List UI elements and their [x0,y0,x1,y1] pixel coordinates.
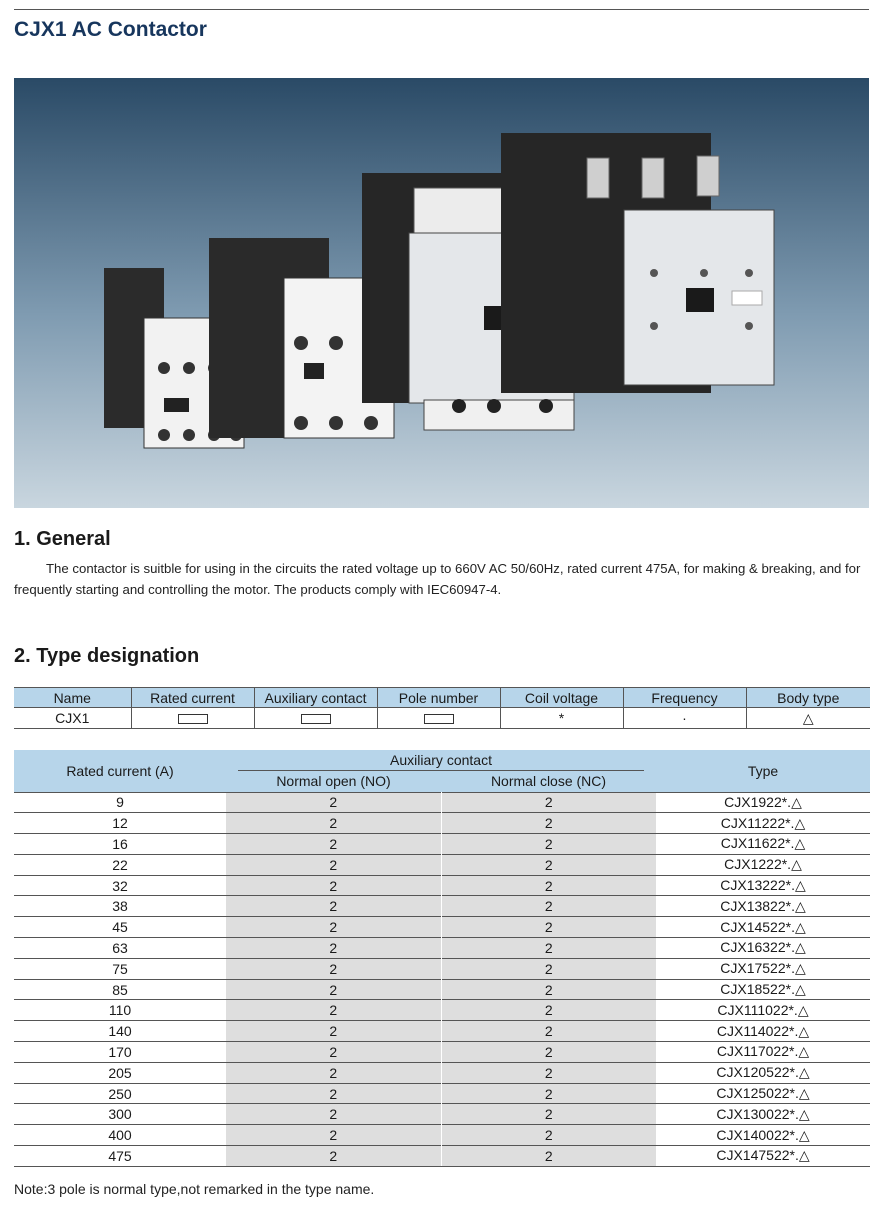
type-cell: CJX17522*.△ [656,958,870,979]
designation-header-cell: Body type [746,688,870,708]
body-type-symbol: △ [746,708,870,729]
rated-current-box [178,714,208,724]
rated-current-cell: 22 [14,854,226,875]
rated-current-cell: 170 [14,1042,226,1063]
normal-open-cell: 2 [226,979,441,1000]
rated-current-cell: 32 [14,875,226,896]
normal-close-cell: 2 [441,979,656,1000]
normal-close-cell: 2 [441,1104,656,1125]
designation-header-row [14,688,870,708]
rated-current-cell: 16 [14,834,226,855]
auxiliary-contact-header [226,750,656,771]
designation-header-cell: Auxiliary contact [254,688,377,708]
designation-value-row [14,708,870,729]
table-row [14,896,870,917]
normal-close-cell: 2 [441,792,656,813]
normal-close-cell: 2 [441,875,656,896]
frequency-symbol: · [623,708,746,729]
type-cell: CJX11622*.△ [656,834,870,855]
rated-current-cell: 12 [14,813,226,834]
normal-close-cell: 2 [441,958,656,979]
normal-open-cell: 2 [226,938,441,959]
normal-close-cell: 2 [441,834,656,855]
rated-current-cell: 475 [14,1146,226,1167]
type-designation-heading: 2. Type designation [14,645,200,667]
designation-header-cell: Name [14,688,131,708]
normal-open-cell: 2 [226,854,441,875]
type-cell: CJX147522*.△ [656,1146,870,1167]
auxiliary-contact-label: Auxiliary contact [238,750,644,771]
type-cell: CJX120522*.△ [656,1062,870,1083]
page-title: CJX1 AC Contactor [14,18,207,41]
type-cell: CJX114022*.△ [656,1021,870,1042]
rated-current-cell: 85 [14,979,226,1000]
normal-close-cell: 2 [441,917,656,938]
auxiliary-contact-box [301,714,331,724]
table-row [14,834,870,855]
normal-open-cell: 2 [226,1146,441,1167]
normal-close-cell: 2 [441,854,656,875]
type-cell: CJX14522*.△ [656,917,870,938]
normal-open-cell: 2 [226,834,441,855]
normal-open-cell: 2 [226,917,441,938]
designation-header-cell: Pole number [377,688,500,708]
designation-header-cell: Coil voltage [500,688,623,708]
type-cell: CJX1922*.△ [656,792,870,813]
type-cell: CJX1222*.△ [656,854,870,875]
normal-open-cell: 2 [226,896,441,917]
rated-current-cell: 205 [14,1062,226,1083]
table-row [14,938,870,959]
type-cell: CJX13822*.△ [656,896,870,917]
type-cell: CJX111022*.△ [656,1000,870,1021]
top-rule [14,9,869,10]
normal-close-cell: 2 [441,1021,656,1042]
normal-close-cell: 2 [441,896,656,917]
rated-current-table [14,750,870,1167]
rated-current-cell: 38 [14,896,226,917]
type-designation-table [14,687,870,729]
pole-number-box [424,714,454,724]
rated-current-cell: 75 [14,958,226,979]
table-row [14,1062,870,1083]
table-row [14,917,870,938]
normal-open-cell: 2 [226,1083,441,1104]
rated-current-cell: 140 [14,1021,226,1042]
type-header: Type [656,750,870,792]
normal-close-cell: 2 [441,1125,656,1146]
type-cell: CJX130022*.△ [656,1104,870,1125]
rated-current-cell: 400 [14,1125,226,1146]
general-description: The contactor is suitble for using in the circuits the rated voltage up to 660V AC 50/60Hz, rated current 475A, for making & breaking, and for frequently starting and controlling the motor. The products comply with IEC60947-4. [14,561,861,597]
coil-voltage-symbol: * [500,708,623,729]
normal-close-cell: 2 [441,1042,656,1063]
normal-open-cell: 2 [226,1021,441,1042]
normal-open-cell: 2 [226,1062,441,1083]
rated-current-cell: 9 [14,792,226,813]
type-cell: CJX13222*.△ [656,875,870,896]
table-row [14,979,870,1000]
designation-placeholder-cell [377,708,500,729]
rated-current-cell: 300 [14,1104,226,1125]
type-cell: CJX16322*.△ [656,938,870,959]
normal-open-cell: 2 [226,1042,441,1063]
table-row [14,854,870,875]
table-row [14,813,870,834]
rated-current-header: Rated current (A) [14,750,226,792]
normal-close-cell: 2 [441,1146,656,1167]
normal-close-cell: 2 [441,1000,656,1021]
normal-open-header: Normal open (NO) [226,771,441,792]
table-row [14,1146,870,1167]
table-row [14,1104,870,1125]
normal-open-cell: 2 [226,875,441,896]
designation-header-cell: Frequency [623,688,746,708]
normal-close-cell: 2 [441,1083,656,1104]
type-cell: CJX140022*.△ [656,1125,870,1146]
rated-current-cell: 63 [14,938,226,959]
rated-current-cell: 250 [14,1083,226,1104]
type-cell: CJX125022*.△ [656,1083,870,1104]
table-row [14,958,870,979]
normal-open-cell: 2 [226,1104,441,1125]
table-row [14,1083,870,1104]
normal-close-cell: 2 [441,1062,656,1083]
table-row [14,1125,870,1146]
table-row [14,1000,870,1021]
normal-open-cell: 2 [226,813,441,834]
table-row [14,875,870,896]
table-row [14,792,870,813]
table-row [14,1021,870,1042]
designation-placeholder-cell [254,708,377,729]
type-cell: CJX117022*.△ [656,1042,870,1063]
normal-open-cell: 2 [226,1000,441,1021]
designation-name-value: CJX1 [14,708,131,729]
designation-placeholder-cell [131,708,254,729]
contactor-product-photo [14,78,869,508]
normal-close-cell: 2 [441,938,656,959]
type-cell: CJX18522*.△ [656,979,870,1000]
normal-open-cell: 2 [226,1125,441,1146]
normal-close-cell: 2 [441,813,656,834]
general-heading: 1. General [14,528,111,550]
type-cell: CJX11222*.△ [656,813,870,834]
table-row [14,1042,870,1063]
rated-current-cell: 110 [14,1000,226,1021]
footnote: Note:3 pole is normal type,not remarked in the type name. [14,1181,375,1197]
rated-current-cell: 45 [14,917,226,938]
normal-open-cell: 2 [226,792,441,813]
normal-open-cell: 2 [226,958,441,979]
normal-close-header: Normal close (NC) [441,771,656,792]
designation-header-cell: Rated current [131,688,254,708]
